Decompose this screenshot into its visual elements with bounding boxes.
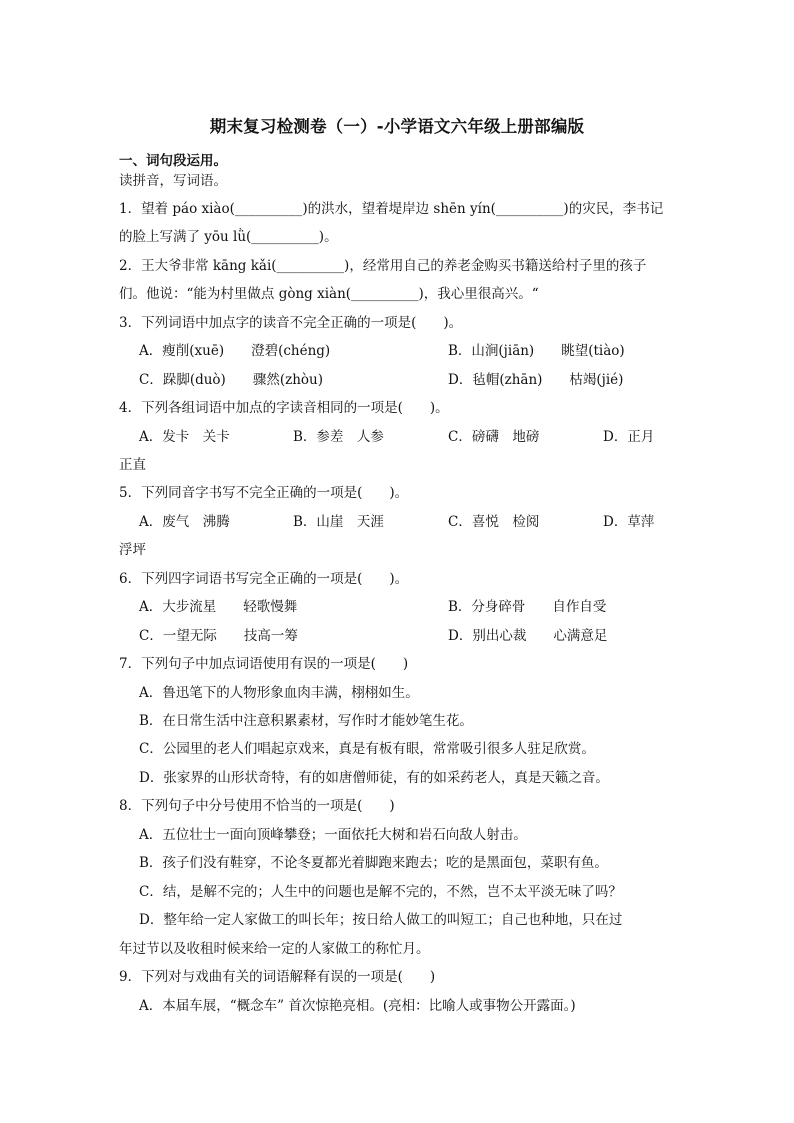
question-6-option-a: A．大步流星 轻歌慢舞 [139,599,298,615]
question-3-stem: 3．下列词语中加点字的读音不完全正确的一项是( )。 [119,315,463,331]
question-4-option-a: A．发卡 关卡 [139,429,230,445]
question-6-stem: 6．下列四字词语书写完全正确的一项是( )。 [119,571,409,587]
question-8-option-d-continuation: 年过节以及收租时候来给一定的人家做工的称忙月。 [119,941,430,957]
question-4-option-d-continuation: 正直 [119,457,146,473]
question-8-option-d: D．整年给一定人家做工的叫长年；按日给人做工的叫短工；自己也种地，只在过 [139,912,623,928]
question-5-option-d: D．草萍 [603,514,655,530]
section-instruction: 读拼音，写词语。 [119,173,227,189]
question-3-option-c: C．跺脚(duò) 骤然(zhòu) [139,372,323,388]
question-7-option-b: B．在日常生活中注意积累素材，写作时才能妙笔生花。 [139,713,473,729]
question-6-option-c: C．一望无际 技高一筹 [139,628,298,644]
page-title: 期末复习检测卷（一）-小学语文六年级上册部编版 [209,117,585,136]
question-8-option-a: A．五位壮士一面向顶峰攀登；一面依托大树和岩石向敌人射击。 [139,827,527,843]
question-1-line-1: 1．望着 páo xiào(__________)的洪水，望着堤岸边 shēn yín(__________)的灾民，李书记 [119,201,664,217]
question-9-option-a: A．本届车展，“概念车” 首次惊艳亮相。(亮相：比喻人或事物公开露面。) [139,998,576,1014]
question-6-option-d: D．别出心裁 心满意足 [448,628,608,644]
question-9-stem: 9．下列对与戏曲有关的词语解释有误的一项是( ) [119,969,436,985]
question-7-option-a: A．鲁迅笔下的人物形象血肉丰满，栩栩如生。 [139,685,419,701]
question-4-option-d: D．正月 [603,429,655,445]
question-4-stem: 4．下列各组词语中加点的字读音相同的一项是( )。 [119,400,449,416]
question-3-option-a: A．瘦削(xuē) 澄碧(chéng) [139,343,331,359]
question-7-option-c: C．公园里的老人们唱起京戏来，真是有板有眼，常常吸引很多人驻足欣赏。 [139,741,595,757]
question-5-option-d-continuation: 浮坪 [119,542,146,558]
question-5-stem: 5．下列同音字书写不完全正确的一项是( )。 [119,485,409,501]
question-5-option-a: A．废气 沸腾 [139,514,230,530]
question-3-option-d: D．毡帽(zhān) 枯竭(jié) [448,372,624,388]
question-8-option-c: C．结，是解不完的；人生中的问题也是解不完的，不然，岂不太平淡无味了吗？ [139,884,622,900]
question-6-option-b: B．分身碎骨 自作自受 [448,599,607,615]
question-3-option-b: B．山涧(jiān) 眺望(tiào) [448,343,625,359]
question-4-option-c: C．磅礴 地磅 [448,429,540,445]
question-8-option-b: B．孩子们没有鞋穿，不论冬夏都光着脚跑来跑去；吃的是黑面包，菜职有鱼。 [139,855,608,871]
question-8-stem: 8．下列句子中分号使用不恰当的一项是( ) [119,798,395,814]
question-2-line-1: 2．王大爷非常 kāng kǎi(__________)，经常用自己的养老金购买书籍送给村子里的孩子 [119,258,647,274]
question-7-stem: 7．下列句子中加点词语使用有误的一项是( ) [119,656,409,672]
question-5-option-c: C．喜悦 检阅 [448,514,540,530]
question-4-option-b: B．参差 人参 [293,429,384,445]
section-heading: 一、词句段运用。 [119,153,227,169]
question-7-option-d: D．张家界的山形状奇特，有的如唐僧师徒，有的如采药老人，真是天籁之音。 [139,770,609,786]
question-1-line-2: 的脸上写满了 yōu lǜ(__________)。 [119,229,338,245]
question-5-option-b: B．山崖 天涯 [293,514,384,530]
question-2-line-2: 们。他说：“能为村里做点 gòng xiàn(__________)，我心里很高兴。“ [119,286,539,302]
